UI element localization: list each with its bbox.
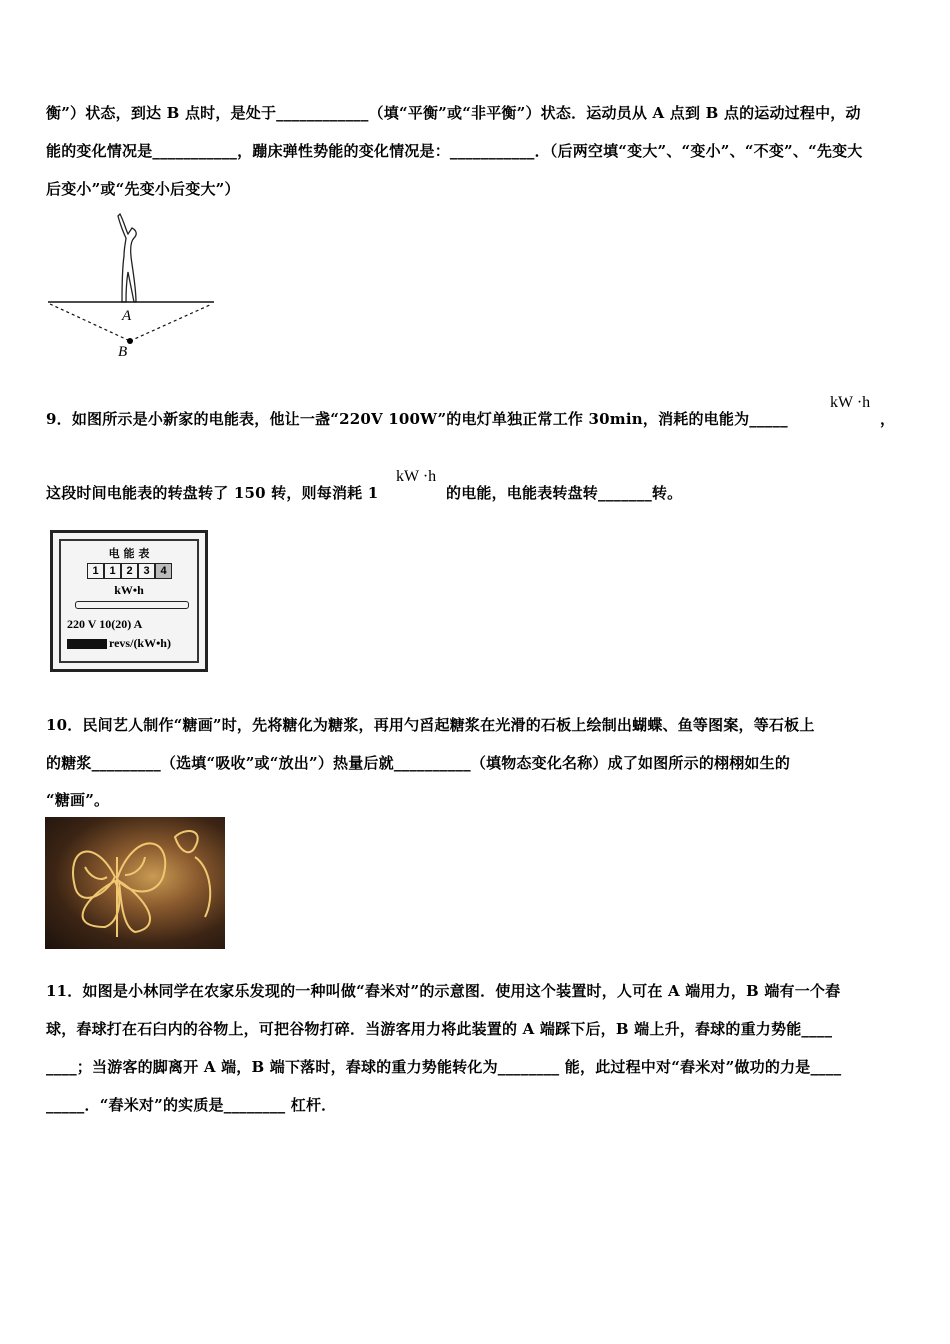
meter-rating: 220 V 10(20) A: [67, 617, 143, 631]
meter-digit: 2: [121, 563, 138, 579]
sugar-butterfly-drawing: [45, 817, 225, 949]
q8-line-3: 后变小”或“先变小后变大”）: [46, 180, 240, 198]
q8-line-2: 能的变化情况是___________，蹦床弹性势能的变化情况是：___________．（后两空填“变大”、“变小”、“不变”、“先变大: [46, 142, 863, 160]
athlete-silhouette: [118, 214, 136, 302]
meter-unit: kW•h: [114, 583, 144, 597]
q10-line-1: 10．民间艺人制作“糖画”时，先将糖化为糖浆，再用勺舀起糖浆在光滑的石板上绘制出蝴蝶、鱼等图案，等石板上: [46, 716, 815, 734]
q11-line-4: _____．“舂米对”的实质是________ 杠杆．: [46, 1096, 337, 1114]
meter-digit: 3: [138, 563, 155, 579]
q9-line-1-end: ，: [880, 410, 896, 428]
electric-meter-figure: [50, 530, 208, 672]
meter-digit: 4: [155, 563, 172, 579]
meter-digits: [87, 563, 172, 579]
sugar-painting-photo: [45, 817, 225, 949]
trampoline-deformed-left: [50, 304, 130, 341]
meter-disc-window: [75, 601, 189, 609]
point-b-dot: [127, 338, 133, 344]
meter-title: 电 能 表: [108, 547, 150, 560]
trampoline-figure: [46, 208, 218, 360]
q10-line-3: “糖画”。: [46, 791, 110, 809]
meter-digit: 1: [104, 563, 121, 579]
label-a: A: [122, 308, 132, 324]
meter-digit: 1: [87, 563, 104, 579]
q11-line-3: ____；当游客的脚离开 A 端，B 端下落时，舂球的重力势能转化为________ 能，此过程中对“舂米对”做功的力是____: [46, 1058, 842, 1076]
meter-inner-frame: [59, 539, 199, 663]
q9-line-1: 9．如图所示是小新家的电能表，他让一盏“220V 100W”的电灯单独正常工作 30min，消耗的电能为_____: [46, 410, 788, 428]
trampoline-deformed-right: [130, 304, 212, 341]
q11-line-1: 11．如图是小林同学在农家乐发现的一种叫做“舂米对”的示意图．使用这个装置时，人可在 A 端用力，B 端有一个舂: [46, 982, 841, 1000]
q9-line-2: 这段时间电能表的转盘转了 150 转，则每消耗 1: [46, 484, 379, 502]
label-b: B: [118, 344, 128, 360]
q11-line-2: 球，舂球打在石臼内的谷物上，可把谷物打碎．当游客用力将此装置的 A 端踩下后，B 端上升，舂球的重力势能____: [46, 1020, 833, 1038]
meter-revs-label: revs/(kW•h): [109, 636, 171, 650]
q9-line-2-end: 的电能，电能表转盘转_______转。: [446, 484, 683, 502]
q9-unit-2: kW ·h: [396, 468, 437, 485]
q9-unit-1: kW ·h: [830, 394, 871, 411]
q10-line-2: 的糖浆_________（选填“吸收”或“放出”）热量后就__________（填物态变化名称）成了如图所示的栩栩如生的: [46, 754, 791, 772]
meter-constant-redacted: [67, 639, 107, 649]
q8-line-1: 衡”）状态，到达 B 点时，是处于____________（填“平衡”或“非平衡”）状态．运动员从 A 点到 B 点的运动过程中，动: [46, 104, 861, 122]
